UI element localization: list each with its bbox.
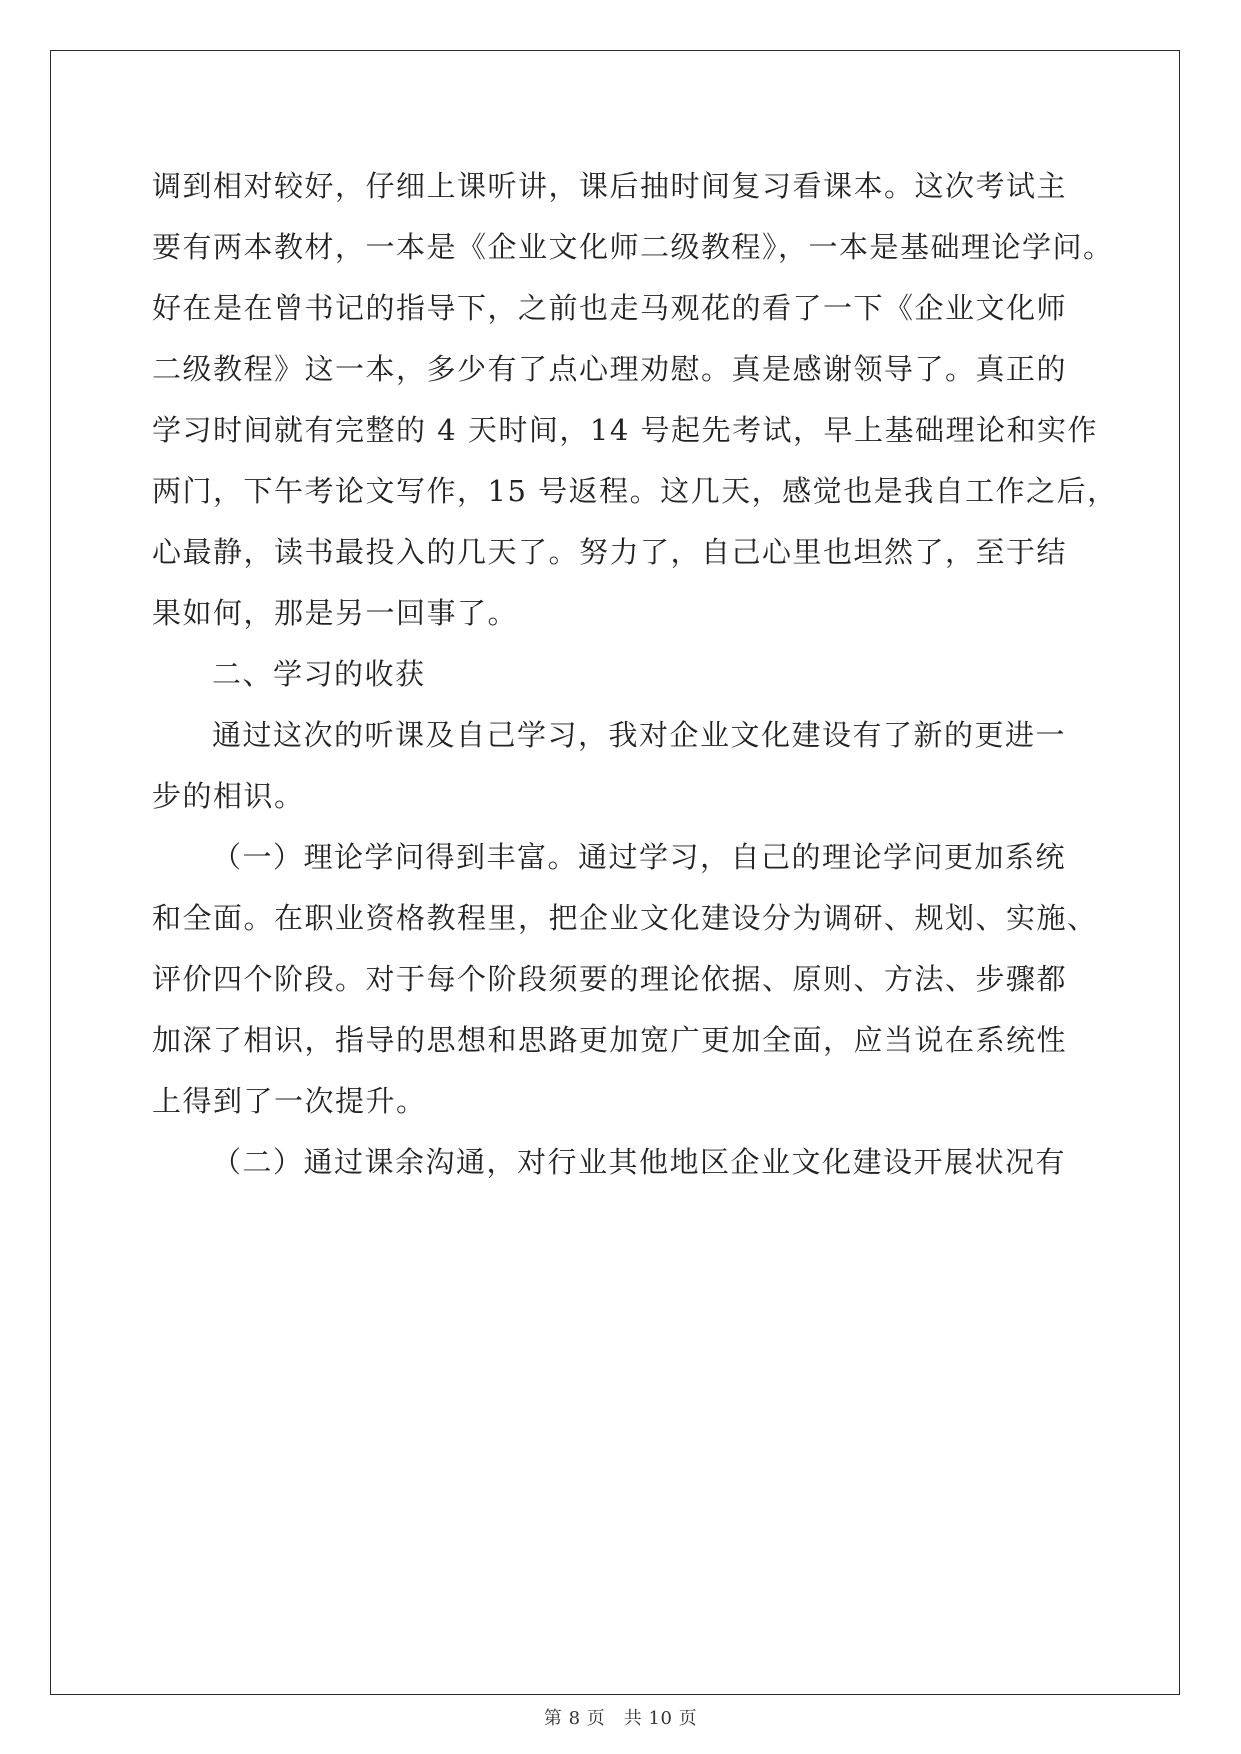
text-line: 上得到了一次提升。 xyxy=(152,1084,427,1118)
text-line: 好在是在曾书记的指导下，之前也走马观花的看了一下《企业文化师 xyxy=(152,291,1068,325)
text-line: 心最静，读书最投入的几天了。努力了，自己心里也坦然了，至于结 xyxy=(152,535,1068,569)
text-line: 学习时间就有完整的 4 天时间，14 号起先考试，早上基础理论和实作 xyxy=(152,413,1099,447)
text-line: （一）理论学问得到丰富。通过学习，自己的理论学问更加系统 xyxy=(212,840,1067,874)
text-line: 二级教程》这一本，多少有了点心理劝慰。真是感谢领导了。真正的 xyxy=(152,352,1068,386)
section-heading: 二、学习的收获 xyxy=(212,657,426,691)
text-line: 通过这次的听课及自己学习，我对企业文化建设有了新的更进一 xyxy=(212,718,1067,752)
text-line: 两门，下午考论文写作，15 号返程。这几天，感觉也是我自工作之后， xyxy=(152,474,1118,508)
text-line: （二）通过课余沟通，对行业其他地区企业文化建设开展状况有 xyxy=(212,1145,1067,1179)
text-line: 果如何，那是另一回事了。 xyxy=(152,596,519,630)
page-number-footer: 第 8 页 共 10 页 xyxy=(543,1708,698,1729)
text-line: 调到相对较好，仔细上课听讲，课后抽时间复习看课本。这次考试主 xyxy=(152,169,1068,203)
text-line: 和全面。在职业资格教程里，把企业文化建设分为调研、规划、实施、 xyxy=(152,901,1098,935)
text-line: 评价四个阶段。对于每个阶段须要的理论依据、原则、方法、步骤都 xyxy=(152,962,1068,996)
text-line: 加深了相识，指导的思想和思路更加宽广更加全面，应当说在系统性 xyxy=(152,1023,1068,1057)
text-line: 要有两本教材，一本是《企业文化师二级教程》，一本是基础理论学问。 xyxy=(152,230,1114,264)
text-line: 步的相识。 xyxy=(152,779,305,813)
